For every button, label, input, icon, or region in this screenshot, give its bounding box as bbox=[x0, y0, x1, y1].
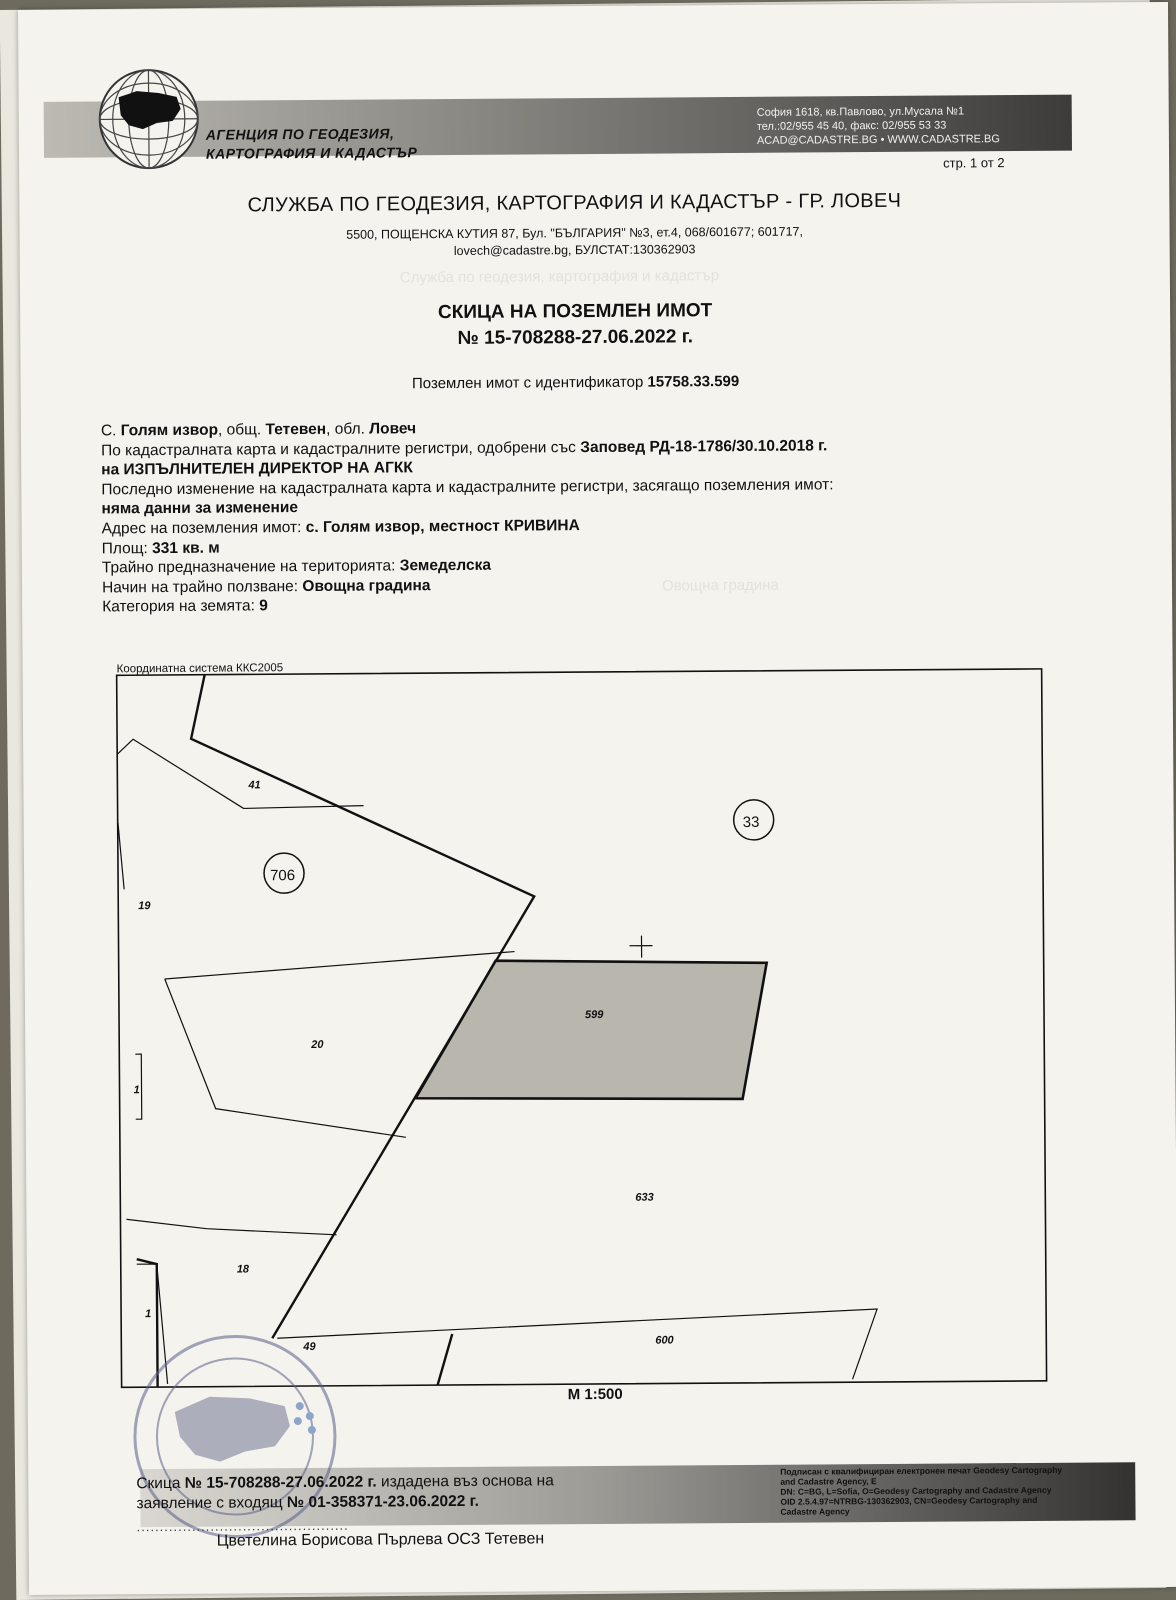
agency-name-line2: КАРТОГРАФИЯ И КАДАСТЪР bbox=[206, 143, 417, 163]
parcel-label-706: 706 bbox=[270, 867, 295, 884]
boundary-41b bbox=[244, 806, 364, 809]
service-address bbox=[20, 221, 1130, 263]
identifier-value: 15758.33.599 bbox=[647, 373, 739, 391]
document-title-text: СКИЦА НА ПОЗЕМЛЕН ИМОТ bbox=[20, 295, 1130, 329]
region-label: , обл. bbox=[326, 421, 365, 438]
signature-line: .............................................. bbox=[137, 1518, 349, 1534]
area-value: 331 кв. м bbox=[152, 539, 220, 556]
issued-line bbox=[136, 1471, 554, 1494]
coordinate-system-label: Координатна система ККС2005 bbox=[117, 662, 284, 675]
parcel-label-1a: 1 bbox=[134, 1084, 140, 1096]
document-page bbox=[18, 2, 1176, 1595]
parcel-label-19: 19 bbox=[138, 900, 151, 912]
contact-email: ACAD@CADASTRE.BG • WWW.CADASTRE.BG bbox=[757, 132, 1000, 148]
area-label: Площ: bbox=[102, 540, 148, 557]
order-number: Заповед РД-18-1786/30.10.2018 г. bbox=[580, 437, 827, 456]
esign-line1: Подписан с квалифициран електронен печат Geodesy Cartography bbox=[780, 1464, 1120, 1476]
esign-line4: OID 2.5.4.97=NTRBG-130362903, CN=Geodesy Cartography and bbox=[780, 1494, 1120, 1506]
address-value: с. Голям извор, местност КРИВИНА bbox=[306, 517, 580, 536]
approved-label: По кадастралната карта и кадастралните регистри, одобрени със bbox=[101, 439, 576, 459]
boundary-20 bbox=[165, 977, 406, 1139]
parcel-label-1b: 1 bbox=[145, 1308, 151, 1320]
service-title: СЛУЖБА ПО ГЕОДЕЗИЯ, КАРТОГРАФИЯ И КАДАСТЪР - ГР. ЛОВЕЧ bbox=[19, 188, 1129, 219]
parcel-label-600: 600 bbox=[655, 1334, 674, 1346]
cadastral-map bbox=[113, 653, 1078, 1400]
footer-issued-text bbox=[136, 1471, 554, 1514]
municipality-label: , общ. bbox=[218, 421, 261, 438]
show-through-text: Служба по геодезия, картография и кадастър bbox=[400, 267, 719, 286]
last-change-label: Последно изменение на кадастралната карта и кадастралните регистри, засягащо поземления имот: bbox=[101, 474, 1061, 500]
boundary-49 bbox=[437, 1334, 452, 1385]
usage-value: Овощна градина bbox=[302, 577, 430, 595]
location-prefix: С. bbox=[101, 422, 117, 439]
contact-address: София 1618, кв.Павлово, ул.Мусала №1 bbox=[757, 104, 1000, 120]
purpose-value: Земеделска bbox=[400, 557, 491, 575]
parcel-label-599: 599 bbox=[585, 1009, 604, 1021]
electronic-seal-info bbox=[780, 1464, 1120, 1516]
boundary-41 bbox=[117, 738, 243, 809]
municipality: Тетевен bbox=[265, 421, 326, 438]
show-through-text: Овощна градина bbox=[662, 577, 779, 595]
address-label: Адрес на поземления имот: bbox=[102, 519, 302, 537]
purpose-label: Трайно предназначение на територията: bbox=[102, 558, 396, 577]
parcel-label-18: 18 bbox=[237, 1263, 250, 1275]
request-prefix: заявление с входящ bbox=[136, 1494, 282, 1512]
parcel-details bbox=[101, 415, 1062, 618]
parcel-identifier bbox=[21, 370, 1131, 395]
parcel-label-49: 49 bbox=[302, 1341, 316, 1353]
region: Ловеч bbox=[369, 420, 416, 437]
category-label: Категория на земята: bbox=[102, 598, 255, 616]
category-value: 9 bbox=[259, 598, 268, 615]
issued-prefix: Скица bbox=[136, 1475, 180, 1492]
request-number: № 01-358371-23.06.2022 г. bbox=[287, 1493, 479, 1511]
agency-globe-logo bbox=[96, 67, 201, 172]
agency-name bbox=[206, 124, 418, 163]
parcel-label-20: 20 bbox=[310, 1039, 324, 1051]
last-change-value: няма данни за изменение bbox=[101, 499, 298, 517]
agency-name-line1: АГЕНЦИЯ ПО ГЕОДЕЗИЯ, bbox=[206, 124, 417, 144]
parcel-label-633: 633 bbox=[635, 1192, 653, 1204]
boundary-18-top bbox=[126, 1218, 336, 1236]
boundary-20-top bbox=[165, 952, 515, 979]
issued-text: издадена въз основа на bbox=[381, 1472, 554, 1490]
map-scale: М 1:500 bbox=[568, 1386, 623, 1403]
highlight-parcel-599 bbox=[415, 959, 768, 1101]
parcel-label-41: 41 bbox=[247, 779, 260, 791]
issued-number: № 15-708288-27.06.2022 г. bbox=[185, 1474, 377, 1492]
village: Голям извор bbox=[121, 422, 218, 440]
esign-line5: Cadastre Agency bbox=[780, 1504, 1120, 1516]
order-issuer: на ИЗПЪЛНИТЕЛЕН ДИРЕКТОР НА АГКК bbox=[101, 459, 413, 478]
page-number: стр. 1 от 2 bbox=[943, 155, 1005, 170]
agency-contacts bbox=[757, 104, 1000, 148]
esign-line3: DN: C=BG, L=Sofia, O=Geodesy Cartography and Cadastre Agency bbox=[780, 1484, 1120, 1496]
document-number: № 15-708288-27.06.2022 г. bbox=[20, 321, 1130, 355]
esign-line2: and Cadastre Agency, E bbox=[780, 1474, 1120, 1486]
document-title bbox=[20, 295, 1130, 355]
contact-phone: тел.:02/955 45 40, факс: 02/955 53 33 bbox=[757, 118, 1000, 134]
signer-name: Цветелина Борисова Пърлева ОСЗ Тетевен bbox=[217, 1530, 545, 1550]
service-address-line1: 5500, ПОЩЕНСКА КУТИЯ 87, Бул. "БЪЛГАРИЯ" №3, ет.4, 068/601677; 601717, bbox=[20, 221, 1130, 246]
identifier-label: Поземлен имот с идентификатор bbox=[412, 374, 643, 393]
usage-label: Начин на трайно ползване: bbox=[102, 578, 298, 596]
parcel-label-33: 33 bbox=[743, 814, 760, 831]
service-address-line2: lovech@cadastre.bg, БУЛСТАТ:130362903 bbox=[20, 238, 1130, 263]
request-line bbox=[136, 1491, 554, 1514]
